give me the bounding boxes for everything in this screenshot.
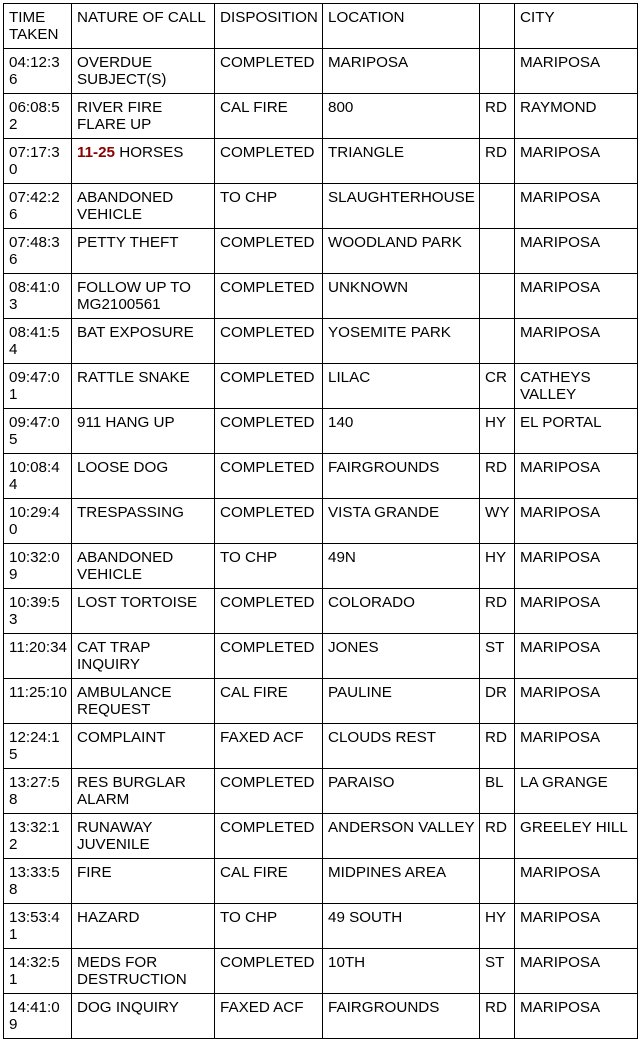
suffix-cell: RD — [480, 814, 515, 859]
location-cell: MARIPOSA — [323, 49, 480, 94]
nature-cell — [72, 184, 215, 229]
suffix-cell — [480, 859, 515, 904]
call-log-table — [3, 3, 638, 1039]
disposition-cell: CAL FIRE — [215, 859, 323, 904]
city-cell: RAYMOND — [515, 94, 638, 139]
header-time: TIME TAKEN — [4, 4, 72, 49]
suffix-cell: ST — [480, 634, 515, 679]
time-cell: 12:24:15 — [4, 724, 72, 769]
city-cell: MARIPOSA — [515, 499, 638, 544]
table-row — [4, 184, 638, 229]
suffix-cell: CR — [480, 364, 515, 409]
nature-text: RES BURGLAR ALARM — [77, 774, 190, 808]
time-cell: 07:48:36 — [4, 229, 72, 274]
nature-cell — [72, 589, 215, 634]
time-cell: 10:29:40 — [4, 499, 72, 544]
nature-text: COMPLAINT — [77, 729, 166, 746]
table-row — [4, 859, 638, 904]
suffix-cell: RD — [480, 589, 515, 634]
table-row — [4, 274, 638, 319]
suffix-cell: RD — [480, 139, 515, 184]
table-row — [4, 634, 638, 679]
nature-cell — [72, 229, 215, 274]
time-cell: 06:08:52 — [4, 94, 72, 139]
table-row — [4, 229, 638, 274]
table-row — [4, 589, 638, 634]
city-cell: MARIPOSA — [515, 724, 638, 769]
city-cell: MARIPOSA — [515, 139, 638, 184]
disposition-cell: CAL FIRE — [215, 679, 323, 724]
time-cell: 14:32:51 — [4, 949, 72, 994]
nature-cell — [72, 814, 215, 859]
nature-cell — [72, 274, 215, 319]
nature-text: PETTY THEFT — [77, 234, 179, 251]
location-cell: 800 — [323, 94, 480, 139]
nature-code: 11-25 — [77, 144, 116, 161]
time-cell: 04:12:36 — [4, 49, 72, 94]
nature-text: TRESPASSING — [77, 504, 184, 521]
location-cell: COLORADO — [323, 589, 480, 634]
disposition-cell: COMPLETED — [215, 319, 323, 364]
table-row — [4, 139, 638, 184]
nature-cell — [72, 679, 215, 724]
disposition-cell: COMPLETED — [215, 769, 323, 814]
nature-text: HAZARD — [77, 909, 140, 926]
time-cell: 13:32:12 — [4, 814, 72, 859]
location-cell: SLAUGHTERHOUSE — [323, 184, 480, 229]
time-cell: 08:41:03 — [4, 274, 72, 319]
suffix-cell — [480, 274, 515, 319]
suffix-cell — [480, 229, 515, 274]
nature-cell — [72, 904, 215, 949]
suffix-cell — [480, 184, 515, 229]
time-cell: 07:17:30 — [4, 139, 72, 184]
table-row — [4, 769, 638, 814]
time-cell: 11:20:34 — [4, 634, 72, 679]
time-cell: 11:25:10 — [4, 679, 72, 724]
city-cell: MARIPOSA — [515, 634, 638, 679]
time-cell: 10:39:53 — [4, 589, 72, 634]
city-cell: CATHEYS VALLEY — [515, 364, 638, 409]
table-row — [4, 409, 638, 454]
nature-text: LOOSE DOG — [77, 459, 169, 476]
disposition-cell: COMPLETED — [215, 409, 323, 454]
nature-text: DOG INQUIRY — [77, 999, 179, 1016]
table-row — [4, 319, 638, 364]
nature-cell — [72, 49, 215, 94]
disposition-cell: COMPLETED — [215, 139, 323, 184]
time-cell: 07:42:26 — [4, 184, 72, 229]
location-cell: 140 — [323, 409, 480, 454]
suffix-cell: BL — [480, 769, 515, 814]
time-cell: 13:33:58 — [4, 859, 72, 904]
suffix-cell: RD — [480, 994, 515, 1039]
disposition-cell: TO CHP — [215, 184, 323, 229]
location-cell: TRIANGLE — [323, 139, 480, 184]
time-cell: 10:32:09 — [4, 544, 72, 589]
nature-text: RATTLE SNAKE — [77, 369, 190, 386]
nature-cell — [72, 139, 215, 184]
nature-cell — [72, 409, 215, 454]
header-location: LOCATION — [323, 4, 480, 49]
suffix-cell: HY — [480, 904, 515, 949]
location-cell: VISTA GRANDE — [323, 499, 480, 544]
nature-text: RUNAWAY JUVENILE — [77, 819, 157, 853]
time-cell: 13:27:58 — [4, 769, 72, 814]
city-cell: MARIPOSA — [515, 544, 638, 589]
nature-cell — [72, 859, 215, 904]
time-cell: 14:41:09 — [4, 994, 72, 1039]
nature-text: CAT TRAP INQUIRY — [77, 639, 155, 673]
city-cell: MARIPOSA — [515, 994, 638, 1039]
suffix-cell: HY — [480, 409, 515, 454]
suffix-cell: RD — [480, 94, 515, 139]
location-cell: 10TH — [323, 949, 480, 994]
location-cell: CLOUDS REST — [323, 724, 480, 769]
suffix-cell: DR — [480, 679, 515, 724]
disposition-cell: COMPLETED — [215, 49, 323, 94]
location-cell: PARAISO — [323, 769, 480, 814]
disposition-cell: FAXED ACF — [215, 994, 323, 1039]
suffix-cell — [480, 49, 515, 94]
nature-cell — [72, 949, 215, 994]
nature-text: FOLLOW UP TO MG2100561 — [77, 279, 196, 313]
suffix-cell: ST — [480, 949, 515, 994]
nature-text: FIRE — [77, 864, 112, 881]
disposition-cell: COMPLETED — [215, 949, 323, 994]
city-cell: MARIPOSA — [515, 859, 638, 904]
location-cell: WOODLAND PARK — [323, 229, 480, 274]
location-cell: UNKNOWN — [323, 274, 480, 319]
time-cell: 13:53:41 — [4, 904, 72, 949]
nature-cell — [72, 769, 215, 814]
disposition-cell: COMPLETED — [215, 454, 323, 499]
time-cell: 08:41:54 — [4, 319, 72, 364]
city-cell: MARIPOSA — [515, 49, 638, 94]
city-cell: EL PORTAL — [515, 409, 638, 454]
disposition-cell: TO CHP — [215, 904, 323, 949]
nature-text: OVERDUE SUBJECT(S) — [77, 54, 167, 88]
table-row — [4, 724, 638, 769]
table-row — [4, 49, 638, 94]
city-cell: MARIPOSA — [515, 904, 638, 949]
table-row — [4, 679, 638, 724]
location-cell: 49N — [323, 544, 480, 589]
nature-text: ABANDONED VEHICLE — [77, 549, 178, 583]
nature-cell — [72, 724, 215, 769]
location-cell: JONES — [323, 634, 480, 679]
nature-cell — [72, 94, 215, 139]
nature-cell — [72, 634, 215, 679]
location-cell: PAULINE — [323, 679, 480, 724]
nature-text: LOST TORTOISE — [77, 594, 198, 611]
city-cell: MARIPOSA — [515, 184, 638, 229]
table-row — [4, 544, 638, 589]
header-city: CITY — [515, 4, 638, 49]
location-cell: 49 SOUTH — [323, 904, 480, 949]
disposition-cell: COMPLETED — [215, 814, 323, 859]
header-suffix — [480, 4, 515, 49]
nature-text: BAT EXPOSURE — [77, 324, 194, 341]
table-row — [4, 949, 638, 994]
city-cell: MARIPOSA — [515, 274, 638, 319]
nature-cell — [72, 364, 215, 409]
disposition-cell: TO CHP — [215, 544, 323, 589]
table-row — [4, 94, 638, 139]
nature-cell — [72, 319, 215, 364]
city-cell: MARIPOSA — [515, 319, 638, 364]
table-row — [4, 454, 638, 499]
disposition-cell: COMPLETED — [215, 589, 323, 634]
suffix-cell: RD — [480, 724, 515, 769]
table-row — [4, 814, 638, 859]
time-cell: 09:47:05 — [4, 409, 72, 454]
location-cell: FAIRGROUNDS — [323, 994, 480, 1039]
city-cell: MARIPOSA — [515, 679, 638, 724]
time-cell: 10:08:44 — [4, 454, 72, 499]
nature-text: 911 HANG UP — [77, 414, 175, 431]
table-row — [4, 499, 638, 544]
disposition-cell: COMPLETED — [215, 274, 323, 319]
location-cell: MIDPINES AREA — [323, 859, 480, 904]
time-cell: 09:47:01 — [4, 364, 72, 409]
table-row — [4, 364, 638, 409]
disposition-cell: COMPLETED — [215, 499, 323, 544]
nature-text: RIVER FIRE FLARE UP — [77, 99, 167, 133]
location-cell: LILAC — [323, 364, 480, 409]
suffix-cell: WY — [480, 499, 515, 544]
nature-text: AMBULANCE REQUEST — [77, 684, 176, 718]
city-cell: GREELEY HILL — [515, 814, 638, 859]
suffix-cell — [480, 319, 515, 364]
nature-text: MEDS FOR DESTRUCTION — [77, 954, 187, 988]
disposition-cell: COMPLETED — [215, 229, 323, 274]
suffix-cell: RD — [480, 454, 515, 499]
nature-cell — [72, 454, 215, 499]
table-row — [4, 994, 638, 1039]
location-cell: YOSEMITE PARK — [323, 319, 480, 364]
disposition-cell: COMPLETED — [215, 634, 323, 679]
location-cell: FAIRGROUNDS — [323, 454, 480, 499]
city-cell: MARIPOSA — [515, 949, 638, 994]
city-cell: MARIPOSA — [515, 454, 638, 499]
nature-cell — [72, 994, 215, 1039]
nature-cell — [72, 499, 215, 544]
header-disposition: DISPOSITION — [215, 4, 323, 49]
disposition-cell: CAL FIRE — [215, 94, 323, 139]
nature-cell — [72, 544, 215, 589]
city-cell: MARIPOSA — [515, 229, 638, 274]
location-cell: ANDERSON VALLEY — [323, 814, 480, 859]
disposition-cell: COMPLETED — [215, 364, 323, 409]
table-row — [4, 904, 638, 949]
header-nature: NATURE OF CALL — [72, 4, 215, 49]
city-cell: LA GRANGE — [515, 769, 638, 814]
disposition-cell: FAXED ACF — [215, 724, 323, 769]
header-row — [4, 4, 638, 49]
suffix-cell: HY — [480, 544, 515, 589]
nature-text: ABANDONED VEHICLE — [77, 189, 178, 223]
city-cell: MARIPOSA — [515, 589, 638, 634]
nature-text: HORSES — [115, 144, 184, 161]
call-log-body — [4, 49, 638, 1039]
